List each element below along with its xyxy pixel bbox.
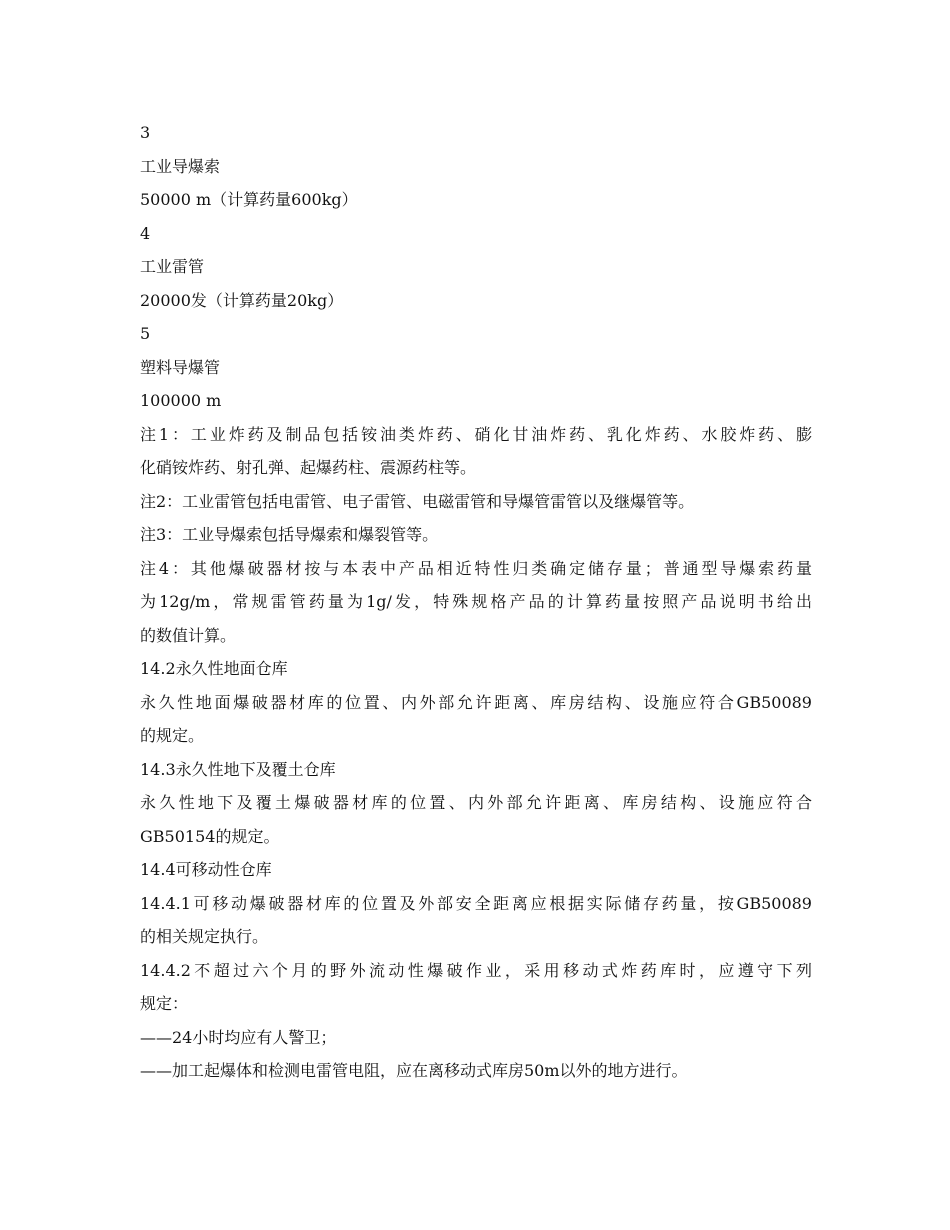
- note-line: 注4：其他爆破器材按与本表中产品相近特性归类确定储存量；普通型导爆索药量: [140, 558, 812, 578]
- table-row-number: 5: [140, 324, 151, 343]
- storage-quantity: 20000发（计算药量20kg）: [140, 290, 344, 310]
- paragraph-line: 规定：: [140, 994, 189, 1013]
- storage-quantity: 50000 m（计算药量600kg）: [140, 190, 358, 209]
- paragraph-line: 14.4.1可移动爆破器材库的位置及外部安全距离应根据实际储存药量，按GB50089: [140, 893, 812, 913]
- paragraph-line: 的规定。: [140, 726, 205, 745]
- section-heading: 14.3永久性地下及覆土仓库: [140, 759, 336, 779]
- paragraph-line: 永久性地下及覆土爆破器材库的位置、内外部允许距离、库房结构、设施应符合: [140, 793, 812, 812]
- product-name: 工业雷管: [140, 257, 205, 276]
- document-body: [140, 116, 812, 1088]
- paragraph-line: GB50154的规定。: [140, 826, 280, 846]
- paragraph-line: 永久性地面爆破器材库的位置、内外部允许距离、库房结构、设施应符合GB50089: [140, 692, 812, 712]
- table-row-number: 3: [140, 123, 151, 142]
- product-name: 工业导爆索: [140, 156, 221, 176]
- section-heading: 14.4可移动性仓库: [140, 860, 272, 879]
- storage-quantity: 100000 m: [140, 391, 222, 410]
- list-item: ——加工起爆体和检测电雷管电阻，应在离移动式库房50m以外的地方进行。: [140, 1061, 688, 1080]
- note-line: 注1：工业炸药及制品包括铵油类炸药、硝化甘油炸药、乳化炸药、水胶炸药、膨: [140, 424, 812, 444]
- section-heading: 14.2永久性地面仓库: [140, 659, 288, 678]
- table-row-number: 4: [140, 223, 151, 243]
- note-line: 注3：工业导爆索包括导爆索和爆裂管等。: [140, 525, 439, 544]
- list-item: ——24小时均应有人警卫；: [140, 1027, 337, 1047]
- note-line: 的数值计算。: [140, 625, 237, 645]
- note-line: 注2：工业雷管包括电雷管、电子雷管、电磁雷管和导爆管雷管以及继爆管等。: [140, 491, 695, 511]
- paragraph-line: 14.4.2不超过六个月的野外流动性爆破作业，采用移动式炸药库时，应遵守下列: [140, 960, 812, 980]
- product-name: 塑料导爆管: [140, 357, 221, 377]
- paragraph-line: 的相关规定执行。: [140, 927, 269, 946]
- note-line: 为12g/m，常规雷管药量为1g/发，特殊规格产品的计算药量按照产品说明书给出: [140, 592, 812, 611]
- note-line: 化硝铵炸药、射孔弹、起爆药柱、震源药柱等。: [140, 458, 477, 477]
